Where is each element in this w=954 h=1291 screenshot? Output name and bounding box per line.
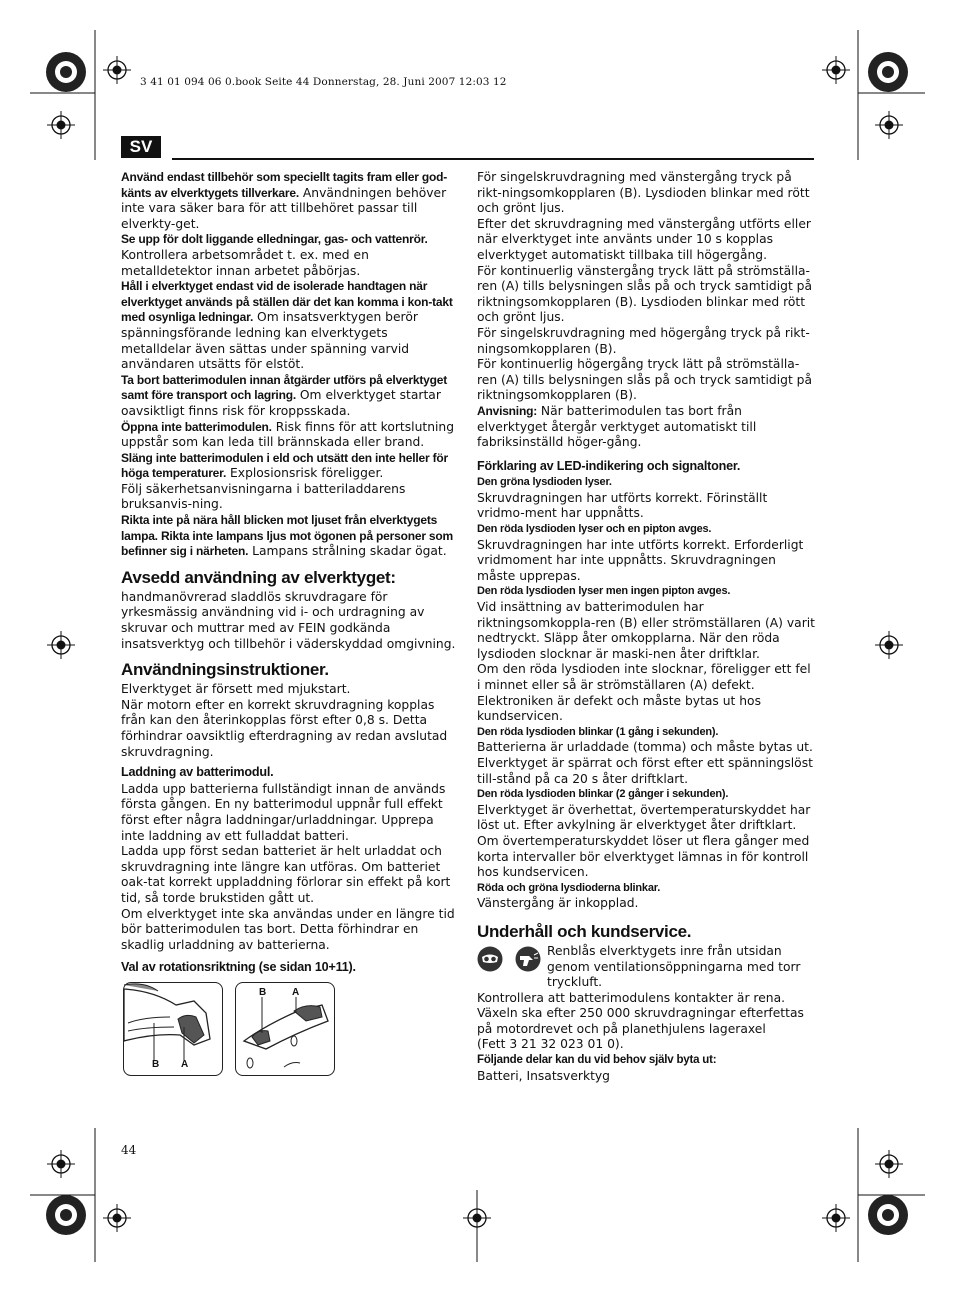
tool-side-illustration: [124, 983, 222, 1075]
starburst-icon: [868, 1195, 908, 1235]
reg-mark-icon: [875, 111, 903, 139]
led-item-text: Om den röda lysdioden inte slocknar, föreligger ett fel i minnet eller så är strömställaren (A) defekt. Elektroniken är defekt och måste bytas ut hos kundservicen.: [477, 662, 811, 724]
safety-item: [121, 279, 457, 373]
usage-paragraph: När motorn efter en korrekt skruvdragning kopplas från kan den återinkopplas först efter 0,8 s. Detta förhindrar oavsiktlig efterdragning av redan avslutad skruvdragning.: [121, 697, 448, 759]
rotation-paragraph: För singelskruvdragning med vänstergång tryck på rikt-ningsomkopplaren (B). Lysdioden blinkar med rött och grönt ljus.: [477, 170, 810, 216]
note-paragraph: [477, 404, 815, 451]
service-icons: [477, 946, 543, 972]
figure-label-b: B: [259, 986, 267, 998]
safety-list: [121, 170, 457, 560]
led-item-title: Den röda lysdioden lyser och en pipton avges.: [477, 523, 712, 536]
goggles-icon: [478, 946, 503, 971]
reg-mark-icon: [822, 1204, 850, 1232]
air-blower-icon: [516, 946, 541, 971]
led-item-text: Vid insättning av batterimodulen har riktningsomkoppla-ren (B) eller strömställaren (A) varit nedtryckt. Släpp åter omkopplarna. När den röda lysdioden slocknar är maski-nen åter driftklar.: [477, 600, 815, 661]
tool-top-illustration: [236, 983, 334, 1075]
safety-item-text: Lampans strålning skadar ögat.: [248, 544, 447, 559]
starburst-icon: [868, 52, 908, 92]
service-paragraph: Växeln ska efter 250 000 skruvdragningar efterfettas på motordrevet och på planethjulens lageraxel: [477, 1006, 804, 1036]
safety-item: [121, 513, 457, 560]
intended-use-text: handmanövrerad sladdlös skruvdragare för yrkesmässig användning vid i- och urdragning av skruvar och muttrar med av FEIN godkända insatsverktyg och tillbehör i väderskyddad omgivning.: [121, 589, 456, 651]
service-title: Underhåll och kundservice.: [477, 921, 692, 941]
service-paragraph: Renblås elverktygets inre från utsidan genom ventilationsöppningarna med torr tryckluft.: [547, 943, 801, 990]
led-item-title: Den röda lysdioden lyser men ingen pipton avges.: [477, 585, 731, 598]
figure-tool-side: [123, 982, 223, 1076]
reg-mark-icon: [875, 1150, 903, 1178]
safety-item-bold: Ta bort batterimodulen innan åtgärder utförs på elverktyget samt före transport och lagring.: [121, 372, 448, 403]
safety-item-text: Om insatsverktygen berör spänningsförande ledning kan elverktygets metalldelar även sättas under spänning varvid användaren utsätts för elstöt.: [121, 310, 418, 372]
reg-mark-icon: [47, 111, 75, 139]
led-item-text: Skruvdragningen har inte utförts korrekt. Erforderligt vridmoment har inte uppnåtts. Skruvdragningen måste upprepas.: [477, 537, 804, 583]
figure-label-a: A: [181, 1058, 189, 1070]
reg-mark-icon: [822, 56, 850, 84]
safety-item-bold: Håll i elverktyget endast vid de isolerade handtagen när elverktyget används på ställen där det kan komma i kon-takt med osynliga ledningar.: [121, 279, 453, 325]
led-item-title: Den röda lysdioden blinkar (1 gång i sekunden).: [477, 725, 719, 738]
page-number: 44: [121, 1143, 137, 1157]
service-paragraph: Kontrollera att batterimodulens kontakter är rena.: [477, 990, 786, 1005]
language-badge: SV: [121, 136, 161, 158]
charging-paragraph: Ladda upp batterierna fullständigt innan de används första gången. En ny batterimodul uppnår full effekt först efter några laddningar/urladdningar. Upprepa inte laddning av ett fulladdat batteri.: [121, 781, 446, 843]
safety-item-bold: Använd endast tillbehör som speciellt tagits fram eller god-känts av elverktygets tillverkare.: [121, 170, 448, 200]
right-column: [477, 170, 815, 1084]
starburst-icon: [46, 1195, 86, 1235]
parts-text: Batteri, Insatsverktyg: [477, 1068, 610, 1083]
led-item-title: Den röda lysdioden blinkar (2 gånger i sekunden).: [477, 788, 729, 801]
safety-item-bold: Rikta inte på nära håll blicken mot ljuset från elverktygets lampa. Rikta inte lampans ljus mot ögonen på personer som befinner sig i närheten.: [121, 513, 454, 559]
safety-item: [121, 170, 457, 232]
reg-mark-icon: [47, 1150, 75, 1178]
reg-mark-icon: [47, 631, 75, 659]
intended-use-title: Avsedd användning av elverktyget:: [121, 567, 396, 587]
rotation-paragraph: För kontinuerlig högergång tryck lätt på strömställa-ren (A) tills belysningen slås på och tryck samtidigt på riktningsomkopplaren (B).: [477, 357, 813, 403]
charging-title: Laddning av batterimodul.: [121, 765, 274, 780]
led-title: Förklaring av LED-indikering och signaltoner.: [477, 458, 741, 473]
rotation-title: Val av rotationsriktning (se sidan 10+11).: [121, 960, 356, 975]
rotation-paragraph: För kontinuerlig vänstergång tryck lätt på strömställa-ren (A) tills belysningen slås på och tryck samtidigt på riktningsomkopplaren (B). Lysdioden blinkar med rött och grönt ljus.: [477, 263, 813, 325]
safety-item-text: Explosionsrisk föreligger.: [226, 466, 384, 481]
rotation-paragraph: Efter det skruvdragning med vänstergång utförts eller när elverktyget inte använts under 10 s kopplas elverktyget automatiskt tillbaka till högergång.: [477, 216, 811, 262]
safety-item: [121, 482, 457, 513]
led-item-text: Elverktyget är överhettat, övertemperaturskyddet har löst ut. Efter avkylning är elverktyget åter driftklart. Om övertemperaturskyddet löser ut flera gånger med korta intervaller bör elverktyget lämnas in för kontroll hos kundservicen.: [477, 802, 811, 880]
led-item-text: Skruvdragningen har utförts korrekt. Förinställt vridmo-ment har uppnåtts.: [477, 490, 768, 521]
safety-item: [121, 451, 457, 482]
led-item-title: Röda och gröna lysdioderna blinkar.: [477, 881, 661, 894]
rotation-paragraph: För singelskruvdragning med högergång tryck på rikt-ningsomkopplaren (B).: [477, 325, 810, 356]
usage-paragraph: Elverktyget är försett med mjukstart.: [121, 682, 351, 697]
led-list: [477, 475, 815, 912]
file-info-header: 3 41 01 094 06 0.book Seite 44 Donnerstag, 28. Juni 2007 12:03 12: [140, 76, 507, 88]
safety-item-text: Användningen behöver inte vara säker bara för att tillbehöret passar till elverkty-get.: [121, 185, 447, 231]
usage-title: Användningsinstruktioner.: [121, 660, 329, 680]
led-item-text: Vänstergång är inkopplad.: [477, 896, 639, 911]
safety-item-text: Följ säkerhetsanvisningarna i batteriladdarens bruksanvis-ning.: [121, 481, 406, 512]
note-label: Anvisning:: [477, 403, 537, 418]
figure-label-b: B: [152, 1058, 160, 1070]
safety-item-text: Risk finns för att kortslutning uppstår som kan leda till brännskada eller brand.: [121, 419, 455, 450]
charging-paragraph: Ladda upp först sedan batteriet är helt urladdat och skruvdragning inte längre kan utföras. Om batteriet oak-tat korrekt uppladdning förlorar sin effekt på kort tid, så torde brukstiden gått ut.: [121, 844, 451, 905]
figure-tool-top: [235, 982, 335, 1076]
charging-paragraph: Om elverktyget inte ska användas under en längre tid bör batterimodulen tas bort. Detta förhindrar en skadlig urladdning av batterierna.: [121, 906, 455, 952]
service-paragraph: (Fett 3 21 32 023 01 0).: [477, 1037, 624, 1052]
reg-mark-icon: [103, 56, 131, 84]
safety-item: [121, 232, 457, 279]
safety-item: [121, 420, 457, 451]
safety-item: [121, 373, 457, 420]
starburst-icon: [46, 52, 86, 92]
led-item-text: Batterierna är urladdade (tomma) och måste bytas ut. Elverktyget är spärrat och först efter ett spänningslöst till-stånd på ca 20 s åter driftklart.: [477, 740, 813, 786]
figure-label-a: A: [292, 986, 300, 998]
led-item-title: Den gröna lysdioden lyser.: [477, 476, 612, 489]
reg-mark-icon: [875, 631, 903, 659]
safety-item-bold: Släng inte batterimodulen i eld och utsätt den inte heller för höga temperaturer.: [121, 450, 448, 481]
parts-title: Följande delar kan du vid behov själv byta ut:: [477, 1054, 717, 1067]
safety-item-bold: Se upp för dolt liggande elledningar, gas- och vattenrör.: [121, 232, 428, 247]
service-block: [477, 944, 815, 991]
safety-item-text: Kontrollera arbetsområdet t. ex. med en metalldetektor innan arbetet påbörjas.: [121, 247, 369, 278]
reg-mark-icon: [103, 1204, 131, 1232]
rotation-figures: [121, 982, 457, 1078]
left-column: [121, 170, 457, 1078]
safety-item-bold: Öppna inte batterimodulen.: [121, 419, 272, 434]
safety-item-text: Om elverktyget startar oavsiktligt finns risk för kroppsskada.: [121, 388, 441, 418]
header-rule: [172, 158, 814, 160]
note-text: När batterimodulen tas bort från elverktyget återgår verktyget automatiskt till fabriksinställd höger-gång.: [477, 403, 757, 450]
